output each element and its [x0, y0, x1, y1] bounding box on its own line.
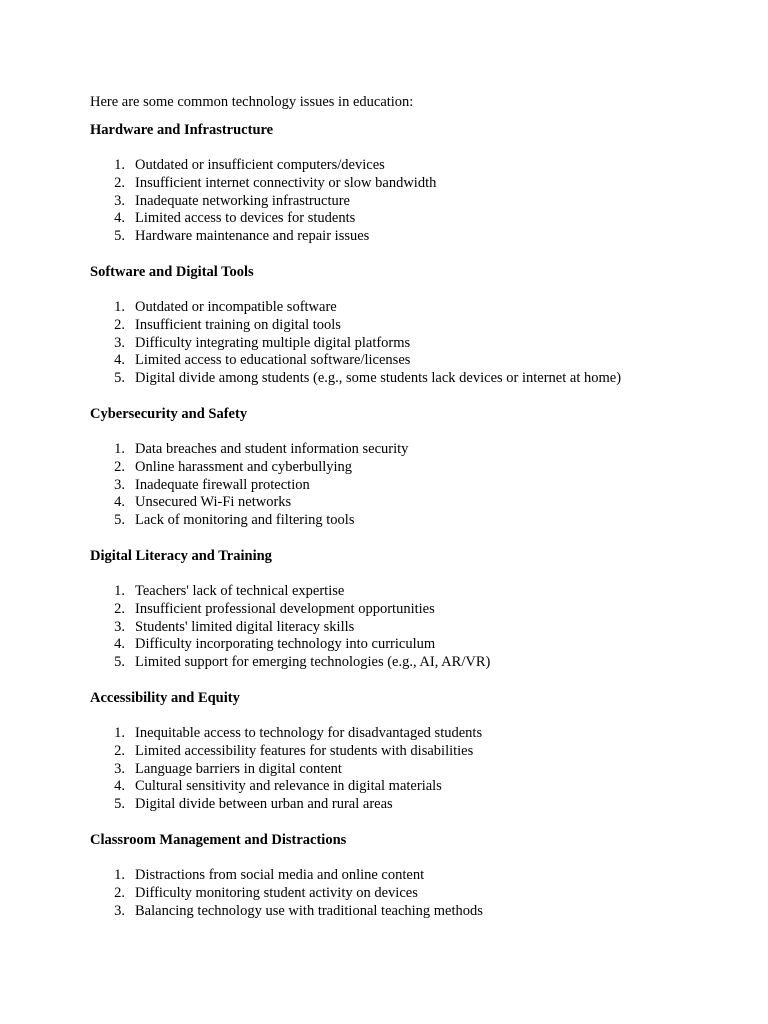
list-item — [90, 885, 730, 903]
list-item — [90, 654, 730, 672]
list-number: 1. — [114, 582, 125, 599]
list-number: 1. — [114, 724, 125, 741]
section-list-digital-literacy — [90, 583, 730, 672]
list-number: 1. — [114, 298, 125, 315]
list-item-text: Insufficient professional development opportunities — [135, 600, 435, 617]
list-item-text: Language barriers in digital content — [135, 760, 342, 777]
list-number: 3. — [114, 192, 125, 209]
list-item — [90, 761, 730, 779]
list-item-text: Inadequate firewall protection — [135, 476, 310, 493]
section-list-classroom-management — [90, 867, 730, 920]
list-item — [90, 210, 730, 228]
list-item-text: Cultural sensitivity and relevance in digital materials — [135, 778, 442, 795]
list-item — [90, 512, 730, 530]
list-number: 2. — [114, 600, 125, 617]
list-item-text: Inadequate networking infrastructure — [135, 192, 350, 209]
list-item-text: Limited access to educational software/licenses — [135, 352, 411, 369]
list-item-text: Limited support for emerging technologies (e.g., AI, AR/VR) — [135, 654, 491, 671]
list-item-text: Balancing technology use with traditional teaching methods — [135, 902, 483, 919]
intro-text: Here are some common technology issues in education: — [90, 94, 414, 110]
list-item-text: Inequitable access to technology for disadvantaged students — [135, 724, 483, 741]
list-number: 4. — [114, 636, 125, 653]
section-heading-cybersecurity: Cybersecurity and Safety — [90, 405, 248, 422]
list-number: 1. — [114, 866, 125, 883]
list-item — [90, 299, 730, 317]
list-item-text: Lack of monitoring and filtering tools — [135, 512, 355, 529]
section-heading-classroom-management: Classroom Management and Distractions — [90, 831, 347, 848]
list-number: 3. — [114, 334, 125, 351]
list-item — [90, 352, 730, 370]
list-item — [90, 157, 730, 175]
list-item — [90, 494, 730, 512]
list-item — [90, 335, 730, 353]
list-number: 5. — [114, 654, 125, 671]
section-list-hardware — [90, 157, 730, 246]
list-number: 3. — [114, 476, 125, 493]
list-number: 3. — [114, 618, 125, 635]
list-item-text: Difficulty monitoring student activity on devices — [135, 884, 418, 901]
list-number: 5. — [114, 370, 125, 387]
list-item — [90, 867, 730, 885]
list-item-text: Difficulty incorporating technology into curriculum — [135, 636, 436, 653]
list-item-text: Unsecured Wi-Fi networks — [135, 494, 292, 511]
list-item — [90, 317, 730, 335]
list-number: 2. — [114, 742, 125, 759]
list-item — [90, 743, 730, 761]
section-list-accessibility — [90, 725, 730, 814]
list-number: 3. — [114, 760, 125, 777]
list-number: 3. — [114, 902, 125, 919]
section-heading-digital-literacy: Digital Literacy and Training — [90, 547, 272, 564]
list-item — [90, 583, 730, 601]
list-item-text: Online harassment and cyberbullying — [135, 458, 353, 475]
list-item-text: Hardware maintenance and repair issues — [135, 228, 370, 245]
list-item — [90, 725, 730, 743]
list-item — [90, 636, 730, 654]
list-number: 2. — [114, 884, 125, 901]
section-heading-hardware: Hardware and Infrastructure — [90, 122, 274, 138]
list-number: 5. — [114, 228, 125, 245]
section-heading-accessibility: Accessibility and Equity — [90, 689, 240, 706]
list-number: 4. — [114, 210, 125, 227]
section-list-cybersecurity — [90, 441, 730, 530]
list-item — [90, 228, 730, 246]
list-item-text: Data breaches and student information security — [135, 440, 409, 457]
list-item — [90, 601, 730, 619]
list-number: 1. — [114, 157, 125, 173]
document-body — [90, 93, 730, 920]
list-number: 4. — [114, 352, 125, 369]
list-item — [90, 796, 730, 814]
list-item-text: Students' limited digital literacy skills — [135, 618, 355, 635]
list-item — [90, 175, 730, 193]
list-item — [90, 477, 730, 495]
list-item-text: Insufficient internet connectivity or slow bandwidth — [135, 174, 437, 191]
list-item-text: Difficulty integrating multiple digital platforms — [135, 334, 411, 351]
list-number: 4. — [114, 778, 125, 795]
list-item-text: Digital divide between urban and rural areas — [135, 796, 393, 813]
list-item — [90, 193, 730, 211]
list-item-text: Teachers' lack of technical expertise — [135, 582, 345, 599]
list-item — [90, 370, 730, 388]
section-list-software — [90, 299, 730, 388]
list-number: 2. — [114, 174, 125, 191]
list-item-text: Limited access to devices for students — [135, 210, 356, 227]
list-number: 5. — [114, 512, 125, 529]
section-heading-software: Software and Digital Tools — [90, 263, 254, 280]
list-item — [90, 459, 730, 477]
list-number: 4. — [114, 494, 125, 511]
list-number: 5. — [114, 796, 125, 813]
list-item — [90, 441, 730, 459]
list-item — [90, 903, 730, 921]
list-item-text: Insufficient training on digital tools — [135, 316, 341, 333]
list-item-text: Distractions from social media and online content — [135, 866, 425, 883]
list-item-text: Limited accessibility features for students with disabilities — [135, 742, 474, 759]
list-number: 1. — [114, 440, 125, 457]
list-item-text: Outdated or insufficient computers/devices — [135, 157, 385, 173]
list-number: 2. — [114, 316, 125, 333]
list-item — [90, 619, 730, 637]
list-item-text: Outdated or incompatible software — [135, 298, 337, 315]
list-number: 2. — [114, 458, 125, 475]
list-item-text: Digital divide among students (e.g., some students lack devices or internet at home) — [135, 370, 622, 387]
list-item — [90, 778, 730, 796]
